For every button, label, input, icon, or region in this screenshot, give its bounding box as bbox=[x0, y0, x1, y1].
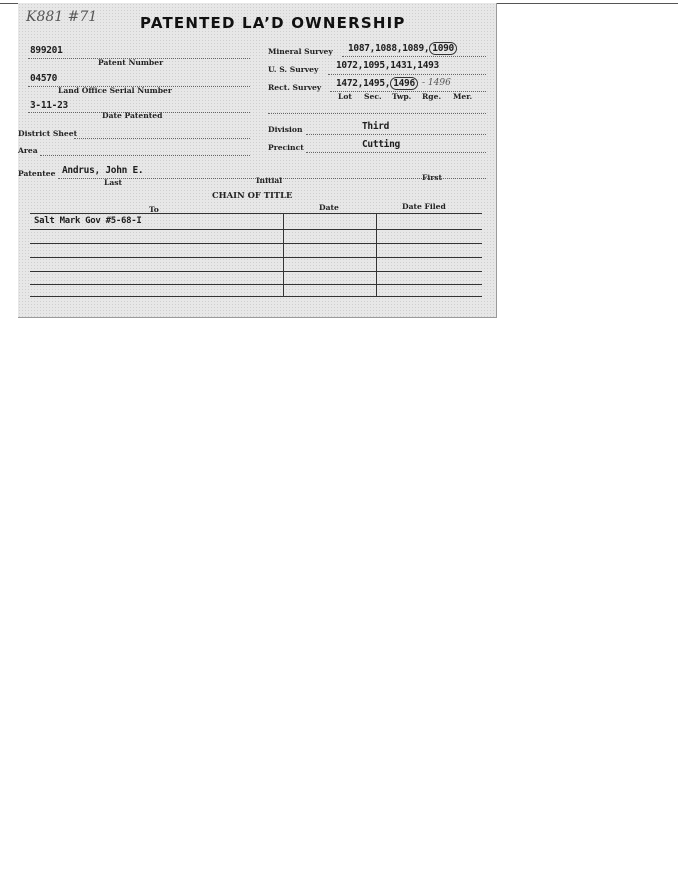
precinct-label: Precinct bbox=[268, 143, 304, 152]
rect-sub-sec: Sec. bbox=[364, 92, 382, 101]
col-to-header: To bbox=[149, 205, 159, 214]
mineral-survey-circled: 1090 bbox=[429, 42, 457, 55]
patent-number-label: Patent Number bbox=[98, 58, 164, 67]
ownership-card bbox=[18, 3, 497, 318]
chain-row-1-to: Salt Mark Gov #5-68-I bbox=[34, 216, 142, 226]
rect-survey-value: 1472,1495, 1496 bbox=[336, 78, 418, 89]
us-survey-value: 1072,1095,1431,1493 bbox=[336, 60, 439, 71]
serial-number-label: Land Office Serial Number bbox=[58, 86, 172, 95]
division-value: Third bbox=[362, 121, 390, 132]
serial-number-value: 04570 bbox=[30, 73, 58, 84]
pencil-note: K881 #71 bbox=[26, 9, 98, 25]
chain-heading: CHAIN OF TITLE bbox=[212, 190, 293, 200]
date-patented-label: Date Patented bbox=[102, 111, 163, 120]
patentee-value: Andrus, John E. bbox=[62, 165, 144, 176]
chain-header-rule bbox=[30, 213, 482, 214]
rect-sub-lot: Lot bbox=[338, 92, 352, 101]
precinct-value: Cutting bbox=[362, 139, 400, 150]
date-patented-value: 3-11-23 bbox=[30, 100, 68, 111]
rect-sub-rge: Rge. bbox=[422, 92, 442, 101]
patentee-last-label: Last bbox=[104, 178, 123, 187]
mineral-survey-value: 1087,1088,1089, 1090 bbox=[348, 43, 457, 54]
patentee-label: Patentee bbox=[18, 169, 56, 178]
district-sheet-label: District Sheet bbox=[18, 129, 78, 138]
patentee-initial-label: Initial bbox=[256, 176, 283, 185]
rect-survey-label: Rect. Survey bbox=[268, 83, 322, 92]
rect-sub-mer: Mer. bbox=[453, 92, 473, 101]
rect-sub-twp: Twp. bbox=[392, 92, 412, 101]
patentee-first-label: First bbox=[422, 173, 443, 182]
division-label: Division bbox=[268, 125, 303, 134]
patent-number-value: 899201 bbox=[30, 45, 63, 56]
mineral-survey-label: Mineral Survey bbox=[268, 47, 333, 56]
col-date-filed-header: Date Filed bbox=[402, 202, 446, 211]
rect-survey-circled: 1496 bbox=[390, 77, 418, 90]
us-survey-label: U. S. Survey bbox=[268, 65, 319, 74]
rect-survey-pencil: - 1496 bbox=[422, 78, 451, 88]
card-title: PATENTED LA’D OWNERSHIP bbox=[140, 14, 406, 32]
col-date-header: Date bbox=[319, 203, 339, 212]
area-label: Area bbox=[18, 146, 38, 155]
